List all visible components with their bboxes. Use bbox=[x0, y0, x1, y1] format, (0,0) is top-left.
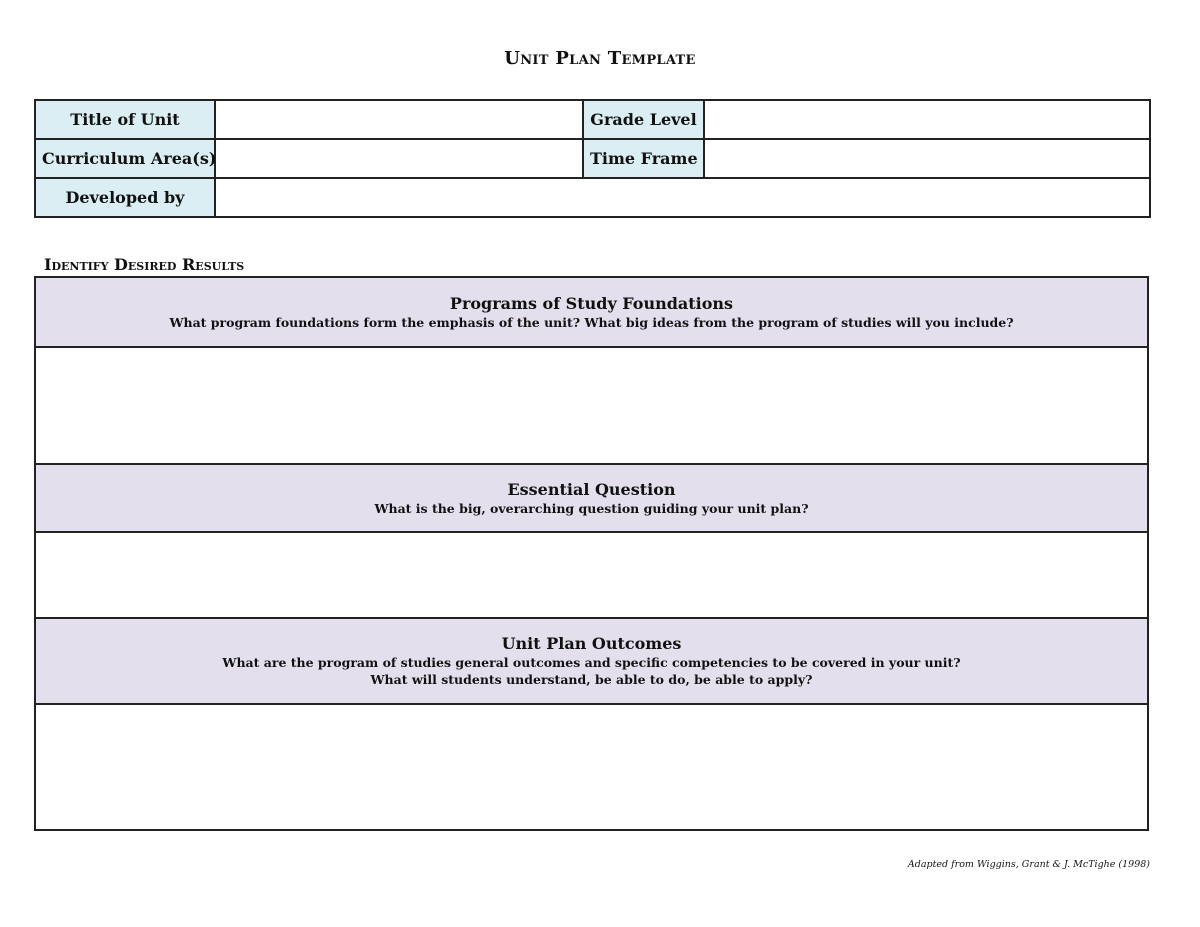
section-title: Programs of Study Foundations bbox=[449, 293, 734, 313]
section-header-outcomes bbox=[36, 619, 1147, 705]
developed-by-field[interactable] bbox=[215, 178, 1150, 217]
title-of-unit-label: Title of Unit bbox=[35, 100, 215, 139]
grade-level-label: Grade Level bbox=[583, 100, 704, 139]
unit-info-table bbox=[34, 99, 1151, 218]
attribution-note: Adapted from Wiggins, Grant & J. McTighe (1998) bbox=[907, 859, 1150, 870]
response-area-essential-question[interactable] bbox=[36, 533, 1147, 619]
section-title: Unit Plan Outcomes bbox=[501, 634, 682, 653]
developed-by-label: Developed by bbox=[35, 178, 215, 217]
document-title: Unit Plan Template bbox=[504, 48, 696, 69]
response-area-outcomes[interactable] bbox=[36, 705, 1147, 829]
info-row-developed bbox=[35, 178, 1150, 217]
response-area-foundations[interactable] bbox=[36, 348, 1147, 465]
desired-results-table bbox=[34, 276, 1149, 831]
curriculum-area-label: Curriculum Area(s) bbox=[35, 139, 215, 178]
section-header-foundations bbox=[36, 278, 1147, 348]
title-of-unit-field[interactable] bbox=[215, 100, 583, 139]
section-prompt: What will students understand, be able to do, be able to apply? bbox=[370, 672, 813, 687]
info-row-curriculum bbox=[35, 139, 1150, 178]
grade-level-field[interactable] bbox=[704, 100, 1150, 139]
section-title: Essential Question bbox=[507, 479, 676, 499]
info-row-title bbox=[35, 100, 1150, 139]
time-frame-label: Time Frame bbox=[583, 139, 704, 178]
curriculum-area-field[interactable] bbox=[215, 139, 583, 178]
section-heading: Identify Desired Results bbox=[44, 255, 245, 274]
section-header-essential-question bbox=[36, 465, 1147, 533]
time-frame-field[interactable] bbox=[704, 139, 1150, 178]
section-prompt: What program foundations form the emphasis of the unit? What big ideas from the program of studies will you include? bbox=[169, 314, 1014, 330]
section-prompt: What are the program of studies general outcomes and specific competencies to be covered in your unit? bbox=[222, 655, 961, 670]
section-prompt: What is the big, overarching question guiding your unit plan? bbox=[374, 500, 809, 516]
